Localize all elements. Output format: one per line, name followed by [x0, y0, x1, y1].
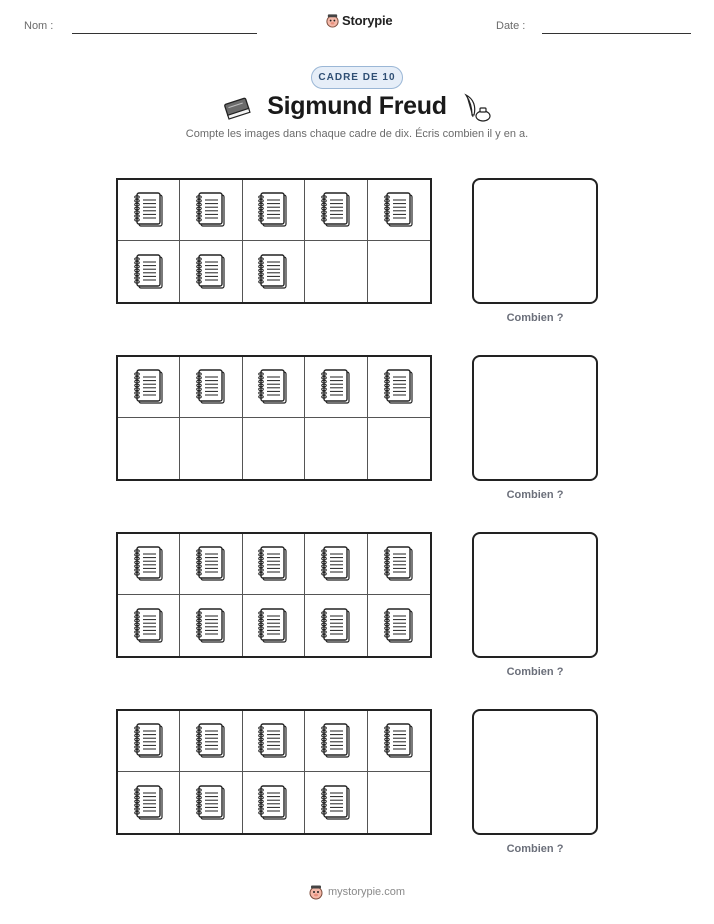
frame-cell [368, 711, 430, 772]
frame-cell [368, 595, 430, 656]
notebook-icon [256, 783, 290, 823]
notebook-icon [132, 606, 166, 646]
frame-cell [368, 241, 430, 302]
notebook-icon [132, 783, 166, 823]
frame-cell [243, 180, 305, 241]
quill-inkwell-icon [462, 93, 492, 123]
frame-cell [305, 418, 367, 479]
notebook-icon [319, 367, 353, 407]
answer-label-3: Combien ? [506, 666, 564, 678]
notebook-icon [132, 367, 166, 407]
notebook-icon [132, 252, 166, 292]
answer-label-4: Combien ? [506, 843, 564, 855]
notebook-icon [256, 367, 290, 407]
notebook-icon [256, 606, 290, 646]
date-line[interactable] [542, 33, 691, 34]
notebook-icon [256, 190, 290, 230]
answer-label-2: Combien ? [506, 489, 564, 501]
frame-cell [368, 357, 430, 418]
frame-cell [118, 357, 180, 418]
frame-cell [180, 357, 242, 418]
notebook-icon [132, 544, 166, 584]
frame-cell [118, 772, 180, 833]
frame-cell [118, 711, 180, 772]
frame-cell [243, 418, 305, 479]
brand-name: Storypie [342, 13, 393, 28]
notebook-icon [319, 190, 353, 230]
notebook-icon [194, 606, 228, 646]
answer-box-1[interactable] [472, 178, 598, 304]
frame-cell [243, 534, 305, 595]
ten-frame-3 [116, 532, 432, 658]
notebook-icon [194, 190, 228, 230]
frame-cell [368, 534, 430, 595]
frame-cell [368, 180, 430, 241]
notebook-icon [194, 721, 228, 761]
notebook-icon [256, 721, 290, 761]
frame-cell [305, 241, 367, 302]
footer [308, 884, 405, 900]
notebook-icon [382, 606, 416, 646]
notebook-icon [382, 367, 416, 407]
frame-cell [180, 180, 242, 241]
notebook-icon [319, 783, 353, 823]
frame-cell [180, 772, 242, 833]
pig-mascot-icon [308, 884, 324, 900]
frame-cell [118, 534, 180, 595]
frame-cell [368, 418, 430, 479]
frame-cell [243, 357, 305, 418]
notebook-icon [382, 721, 416, 761]
instructions: Compte les images dans chaque cadre de dix. Écris combien il y en a. [185, 128, 529, 140]
answer-box-4[interactable] [472, 709, 598, 835]
notebook-icon [256, 544, 290, 584]
notebook-icon [194, 367, 228, 407]
frame-cell [305, 595, 367, 656]
frame-cell [180, 595, 242, 656]
brand-logo [325, 13, 392, 28]
frame-cell [305, 357, 367, 418]
frame-cell [305, 772, 367, 833]
notebook-icon [256, 252, 290, 292]
answer-box-2[interactable] [472, 355, 598, 481]
pig-mascot-icon [325, 13, 340, 28]
notebook-icon [319, 721, 353, 761]
name-line[interactable] [72, 33, 257, 34]
answer-box-3[interactable] [472, 532, 598, 658]
frame-cell [243, 241, 305, 302]
notebook-icon [319, 544, 353, 584]
ten-frame-2 [116, 355, 432, 481]
answer-label-1: Combien ? [506, 312, 564, 324]
frame-cell [118, 180, 180, 241]
notebook-icon [382, 190, 416, 230]
page-title: Sigmund Freud [267, 92, 447, 120]
frame-cell [305, 180, 367, 241]
ten-frame-1 [116, 178, 432, 304]
frame-cell [368, 772, 430, 833]
frame-cell [180, 418, 242, 479]
frame-cell [305, 711, 367, 772]
frame-cell [305, 534, 367, 595]
notebook-icon [194, 544, 228, 584]
footer-url: mystorypie.com [328, 886, 406, 898]
date-label: Date : [496, 20, 526, 32]
frame-cell [118, 595, 180, 656]
worksheet-type-badge: CADRE DE 10 [311, 66, 403, 89]
ten-frame-4 [116, 709, 432, 835]
notebook-icon [319, 606, 353, 646]
notebook-icon [194, 252, 228, 292]
frame-cell [118, 418, 180, 479]
notebook-icon [132, 190, 166, 230]
notebook-icon [132, 721, 166, 761]
frame-cell [243, 595, 305, 656]
frame-cell [180, 534, 242, 595]
notebook-icon [382, 544, 416, 584]
frame-cell [180, 711, 242, 772]
frame-cell [180, 241, 242, 302]
name-label: Nom : [24, 20, 54, 32]
frame-cell [243, 772, 305, 833]
frame-cell [243, 711, 305, 772]
notebook-icon [194, 783, 228, 823]
frame-cell [118, 241, 180, 302]
